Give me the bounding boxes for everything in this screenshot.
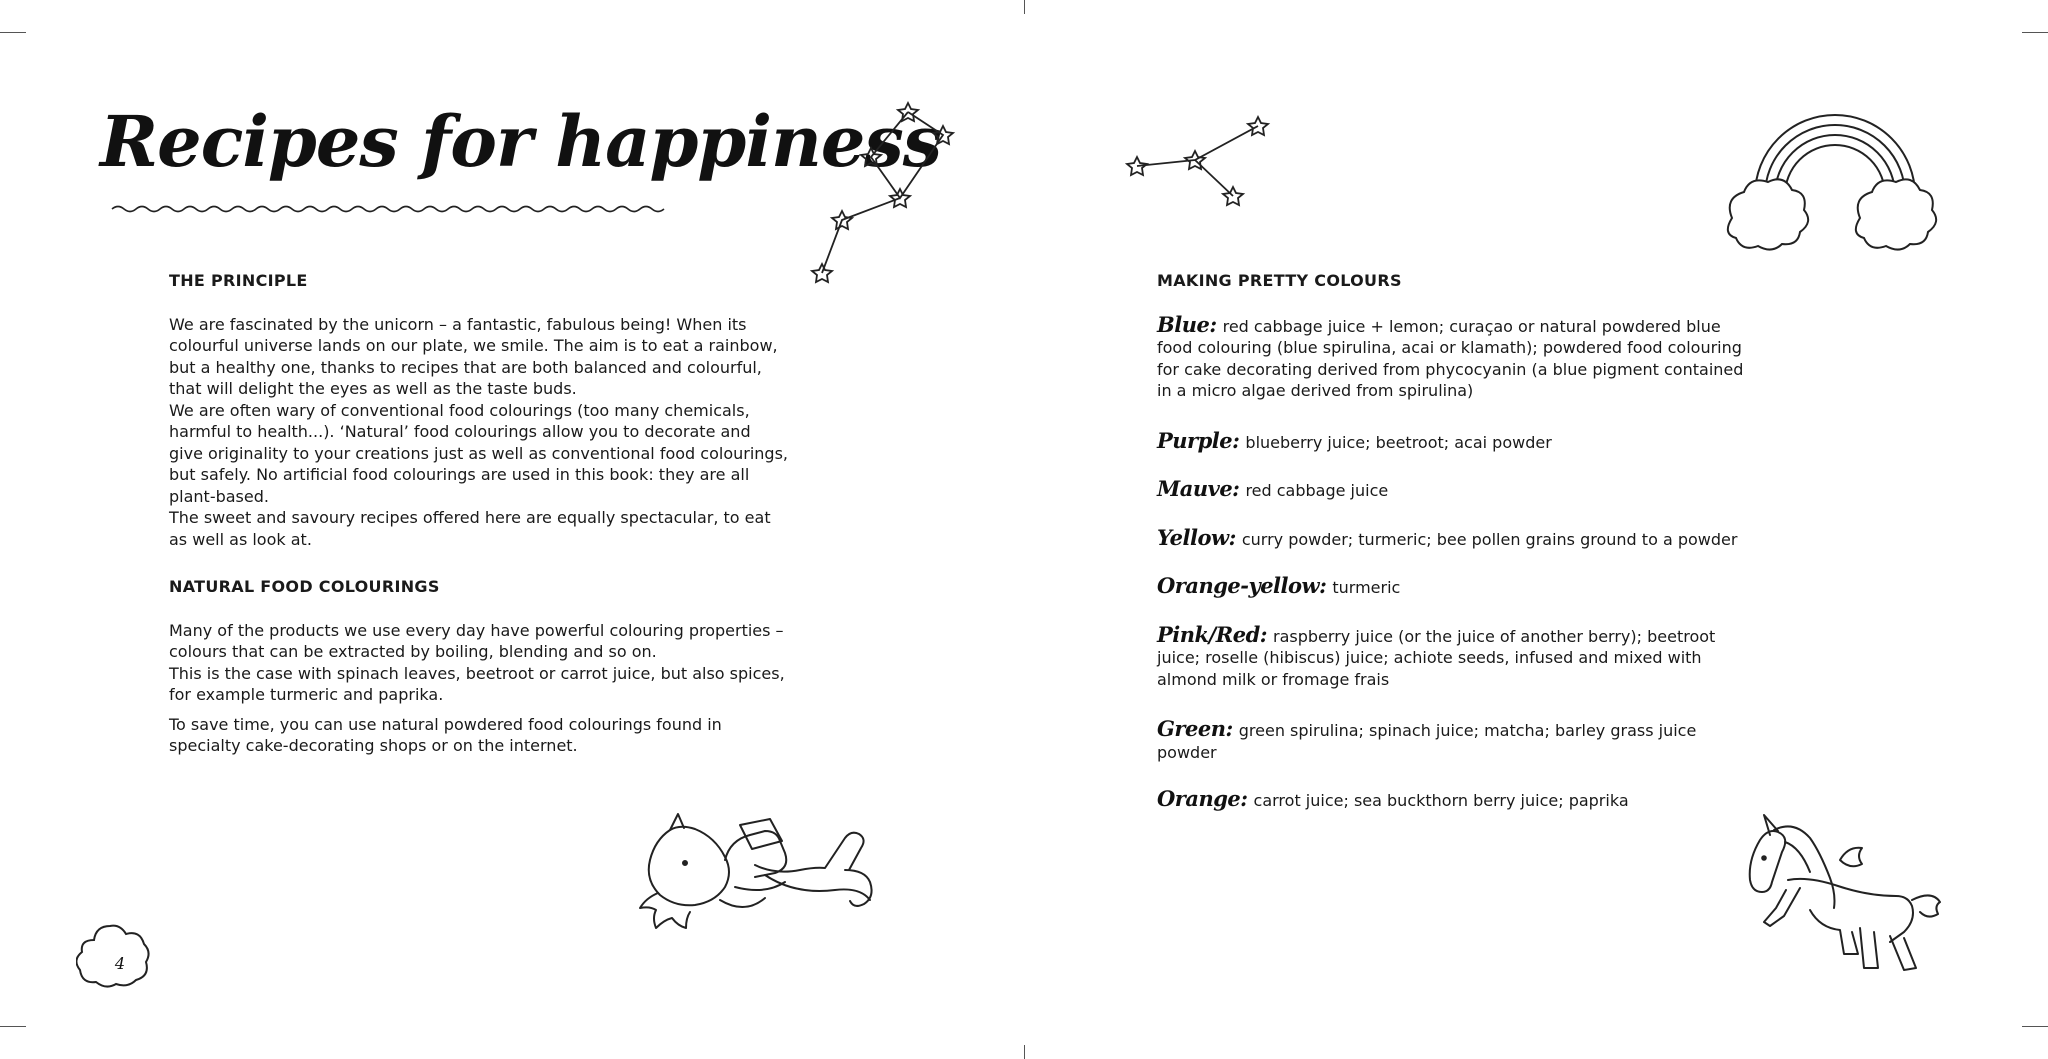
section-heading-pretty-colours: MAKING PRETTY COLOURS [1157, 271, 1402, 290]
crop-mark-bottom-right [2022, 1026, 2048, 1027]
colour-name: Green: [1157, 716, 1233, 741]
colour-entry-green [1157, 718, 1757, 763]
fold-mark-bottom [1024, 1045, 1025, 1059]
principle-paragraph: The sweet and savoury recipes offered here are equally spectacular, to eat as well as look at. [169, 508, 771, 549]
colour-text: red cabbage juice + lemon; curaçao or natural powdered blue food colouring (blue spirulina, acai or klamath); powdered food colouring for cake decorating derived from phycocyanin (a blue pigment contained in a micro algae derived from spirulina) [1157, 316, 1744, 400]
left-text-column [169, 270, 789, 757]
colour-text: blueberry juice; beetroot; acai powder [1245, 432, 1552, 452]
colour-entry-pink-red [1157, 621, 1757, 691]
section-heading-principle: THE PRINCIPLE [169, 271, 308, 290]
colour-text: carrot juice; sea buckthorn berry juice; paprika [1253, 791, 1629, 810]
fold-mark-top [1024, 0, 1025, 14]
wavy-underline [110, 202, 666, 216]
colour-name: Yellow: [1157, 524, 1236, 550]
principle-paragraph: We are fascinated by the unicorn – a fantastic, fabulous being! When its colourful universe lands on our plate, we smile. The aim is to eat a rainbow, but a healthy one, thanks to recipes that are both balanced and colourful, that will delight the eyes as well as the taste buds. [169, 314, 778, 398]
colour-name: Pink/Red: [1157, 621, 1268, 647]
unicorn-prancing-icon [1740, 800, 1960, 985]
natural-paragraph: To save time, you can use natural powdered food colourings found in specialty cake-decorating shops or on the internet. [169, 714, 722, 755]
colour-name: Mauve: [1157, 476, 1240, 501]
constellation-icon [1125, 110, 1275, 210]
crop-mark-top-left [0, 32, 26, 33]
colour-name: Blue: [1157, 311, 1217, 337]
colour-entry-blue [1157, 311, 1757, 402]
right-text-column [1157, 270, 1757, 812]
colour-entry-purple [1157, 427, 1757, 454]
colour-text: curry powder; turmeric; bee pollen grains ground to a powder [1241, 529, 1738, 549]
colour-entry-yellow [1157, 524, 1757, 551]
colour-text: red cabbage juice [1245, 481, 1389, 500]
colour-entry-orange-yellow [1157, 575, 1757, 599]
rainbow-icon [1710, 100, 1950, 270]
colour-entry-mauve [1157, 478, 1757, 502]
page-number: 4 [114, 954, 126, 973]
colour-name: Orange-yellow: [1157, 573, 1327, 598]
page-title: Recipes for happiness [100, 100, 942, 183]
constellation-icon [800, 95, 970, 285]
colour-name: Orange: [1157, 786, 1248, 811]
principle-paragraph: We are often wary of conventional food colourings (too many chemicals, harmful to health...). ‘Natural’ food colourings allow you to decorate and give originality to your creations just as well as conventional food colourings, but safely. No artificial food colourings are used in this book: they are all plant-based. [169, 400, 788, 506]
crop-mark-bottom-left [0, 1026, 26, 1027]
natural-paragraph: This is the case with spinach leaves, beetroot or carrot juice, but also spices, for example turmeric and paprika. [169, 663, 785, 704]
natural-paragraph: Many of the products we use every day have powerful colouring properties – colours that can be extracted by boiling, blending and so on. [169, 620, 784, 661]
colour-text: turmeric [1332, 578, 1401, 597]
colour-entry-orange [1157, 788, 1757, 812]
section-heading-natural-colourings: NATURAL FOOD COLOURINGS [169, 577, 440, 596]
crop-mark-top-right [2022, 32, 2048, 33]
unicorn-lying-icon [630, 805, 890, 940]
colour-text: green spirulina; spinach juice; matcha; barley grass juice powder [1157, 721, 1697, 762]
colour-text: raspberry juice (or the juice of another berry); beetroot juice; roselle (hibiscus) juice; achiote seeds, infused and mixed with almond milk or fromage frais [1157, 626, 1716, 689]
colour-name: Purple: [1157, 427, 1240, 453]
